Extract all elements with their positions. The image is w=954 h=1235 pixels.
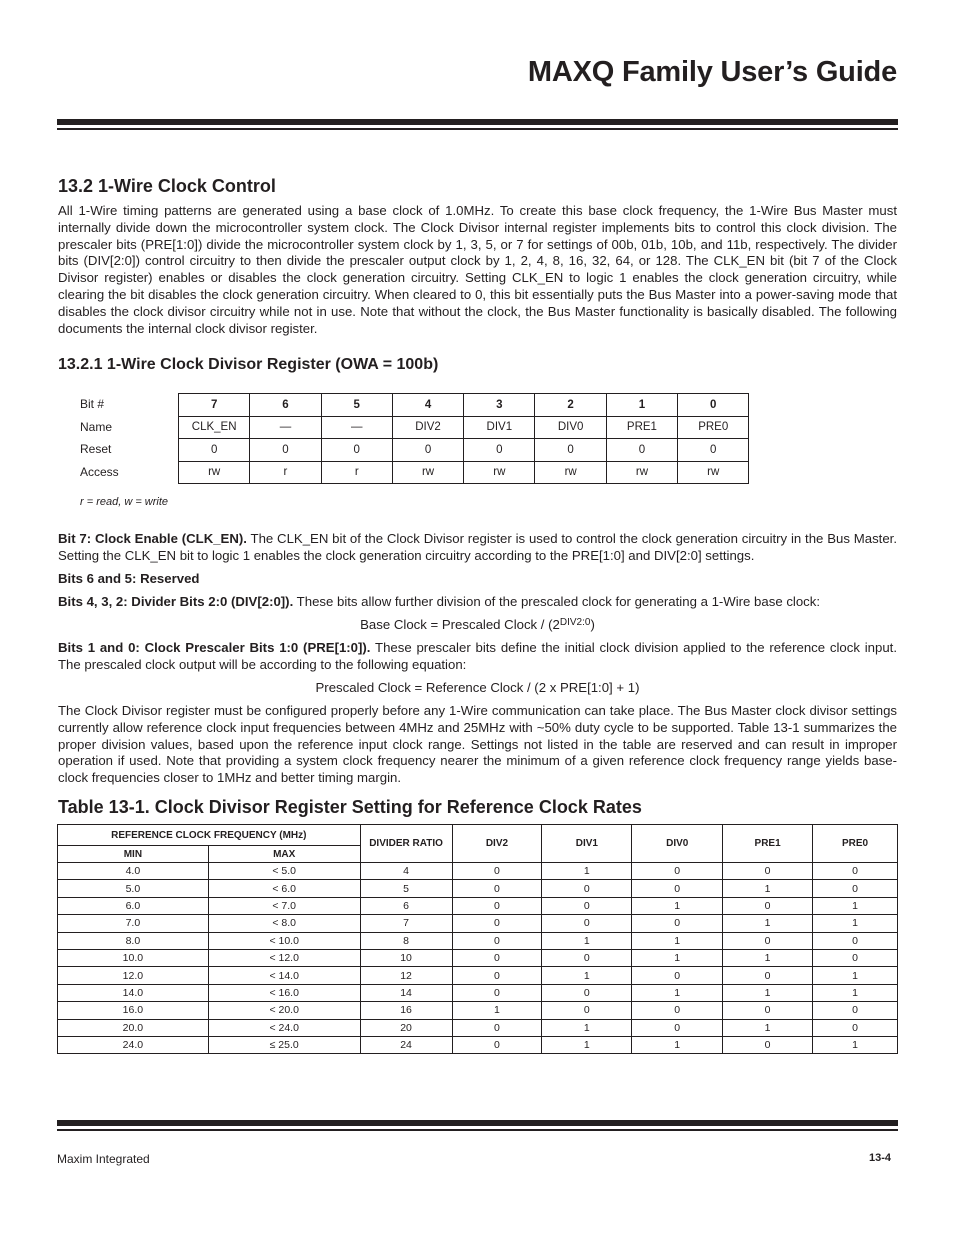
table-row — [58, 880, 898, 897]
section-title: 13.2 1-Wire Clock Control — [58, 176, 276, 196]
name-cell: DIV0 — [535, 416, 606, 439]
table-cell: 1 — [632, 897, 723, 914]
name-cell: CLK_EN — [179, 416, 250, 439]
table-cell: 0 — [813, 863, 898, 880]
row-label-bit: Bit # — [80, 397, 105, 411]
eq1-exponent: DIV2:0 — [559, 617, 591, 628]
reset-cell: 0 — [250, 439, 321, 462]
table-cell: 1 — [632, 984, 723, 1001]
table-row — [58, 863, 898, 880]
bit-cell: 2 — [535, 394, 606, 417]
bit65-description — [58, 571, 897, 588]
subsection-title: 13.2.1 1-Wire Clock Divisor Register (OWA = 100b) — [58, 356, 439, 373]
bit432-text: These bits allow further division of the prescaled clock for generating a 1-Wire base clock: — [293, 594, 821, 609]
table-cell: 1 — [813, 967, 898, 984]
table-cell: 1 — [723, 949, 813, 966]
bit-cell: 1 — [606, 394, 677, 417]
table-cell: < 7.0 — [208, 897, 360, 914]
table-cell: 0 — [632, 915, 723, 932]
reset-cell: 0 — [321, 439, 392, 462]
table-cell: 1 — [813, 915, 898, 932]
table-cell: 0 — [723, 863, 813, 880]
table-cell: 12.0 — [58, 967, 209, 984]
table-cell: 0 — [632, 1002, 723, 1019]
table-row — [58, 1019, 898, 1036]
bit-cell: 5 — [321, 394, 392, 417]
table-row — [58, 897, 898, 914]
row-label-reset: Reset — [80, 442, 112, 456]
header-max: MAX — [208, 846, 360, 863]
prescaled-clock-equation: Prescaled Clock = Reference Clock / (2 x PRE[1:0] + 1) — [315, 680, 640, 695]
table-cell: 1 — [723, 1019, 813, 1036]
reset-cell: 0 — [464, 439, 535, 462]
table-cell: 0 — [542, 984, 632, 1001]
header-divider-ratio: DIVIDER RATIO — [360, 825, 452, 863]
reset-cell: 0 — [179, 439, 250, 462]
table-cell: 1 — [632, 932, 723, 949]
table-cell: 0 — [723, 897, 813, 914]
bit10-text: These prescaler bits define the initial clock division applied to the reference clock input. The prescaled clock output will be according to the following equation: — [58, 640, 897, 672]
table-row — [58, 915, 898, 932]
register-row-labels — [80, 393, 119, 483]
table-cell: 0 — [632, 863, 723, 880]
bit7-text: The CLK_EN bit of the Clock Divisor register is used to control the clock generation circuitry in the Bus Master. Setting the CLK_EN bit to logic 1 enables the clock generation circuitry according to the PRE[1:0] and DIV[2:0] settings. — [58, 531, 897, 563]
table-cell: < 14.0 — [208, 967, 360, 984]
table-cell: 20 — [360, 1019, 452, 1036]
table-cell: 7.0 — [58, 915, 209, 932]
table-cell: 1 — [723, 984, 813, 1001]
table-cell: 16 — [360, 1002, 452, 1019]
table-cell: 0 — [452, 880, 542, 897]
table-cell: 0 — [632, 880, 723, 897]
table-cell: 1 — [452, 1002, 542, 1019]
name-cell: PRE0 — [678, 416, 749, 439]
table-cell: 14 — [360, 984, 452, 1001]
table-cell: 10.0 — [58, 949, 209, 966]
table-row — [58, 949, 898, 966]
table-cell: 0 — [452, 863, 542, 880]
table-cell: 0 — [723, 1036, 813, 1053]
table-cell: < 16.0 — [208, 984, 360, 1001]
register-legend: r = read, w = write — [80, 496, 169, 508]
table-cell: 0 — [542, 1002, 632, 1019]
table-cell: 0 — [542, 949, 632, 966]
table-cell: 0 — [452, 1036, 542, 1053]
reset-cell: 0 — [392, 439, 463, 462]
table-cell: < 10.0 — [208, 932, 360, 949]
table-cell: 6 — [360, 897, 452, 914]
access-cell: r — [250, 461, 321, 484]
table-cell: 4 — [360, 863, 452, 880]
table-cell: 1 — [542, 967, 632, 984]
bit-cell: 6 — [250, 394, 321, 417]
clock-divisor-table — [57, 824, 898, 1054]
footer-rule-thick — [57, 1120, 898, 1126]
table-cell: < 6.0 — [208, 880, 360, 897]
name-cell: — — [250, 416, 321, 439]
name-cell: PRE1 — [606, 416, 677, 439]
bit432-description — [58, 594, 897, 611]
table-row — [58, 967, 898, 984]
table-cell: 0 — [723, 967, 813, 984]
bit7-title: Bit 7: Clock Enable (CLK_EN). — [58, 531, 247, 546]
table-cell: 0 — [723, 1002, 813, 1019]
table-cell: 0 — [542, 880, 632, 897]
base-clock-equation — [58, 617, 897, 632]
register-bit-row — [179, 394, 749, 417]
table-cell: 7 — [360, 915, 452, 932]
name-cell: DIV1 — [464, 416, 535, 439]
table-cell: 20.0 — [58, 1019, 209, 1036]
register-table — [178, 393, 749, 484]
table-cell: 5.0 — [58, 880, 209, 897]
header-min: MIN — [58, 846, 209, 863]
table-cell: 0 — [542, 915, 632, 932]
table-caption: Table 13-1. Clock Divisor Register Setting for Reference Clock Rates — [58, 797, 642, 817]
bit-cell: 7 — [179, 394, 250, 417]
table-row — [58, 932, 898, 949]
footer-rule-thin — [57, 1129, 898, 1131]
table-cell: 1 — [542, 863, 632, 880]
table-cell: 0 — [452, 949, 542, 966]
footer-page-number: 13-4 — [868, 1152, 891, 1164]
table-cell: 0 — [813, 1002, 898, 1019]
table-cell: 0 — [452, 1019, 542, 1036]
header-pre0: PRE0 — [813, 825, 898, 863]
bit-cell: 0 — [678, 394, 749, 417]
table-cell: 0 — [813, 880, 898, 897]
row-label-name: Name — [80, 419, 113, 434]
register-reset-row — [179, 439, 749, 462]
table-cell: 0 — [452, 897, 542, 914]
table-cell: 0 — [723, 932, 813, 949]
bit10-description — [58, 640, 897, 674]
table-cell: 0 — [452, 984, 542, 1001]
table-cell: 1 — [813, 984, 898, 1001]
table-cell: 1 — [813, 897, 898, 914]
table-cell: 5 — [360, 880, 452, 897]
table-cell: 8.0 — [58, 932, 209, 949]
table-cell: 0 — [813, 949, 898, 966]
access-cell: r — [321, 461, 392, 484]
access-cell: rw — [392, 461, 463, 484]
closing-paragraph: The Clock Divisor register must be configured properly before any 1-Wire communication can take place. The Bus Master clock divisor settings currently allow reference clock input frequencies between 4MHz and 25MHz with ~50% duty cycle to be supported. Table 13-1 summarizes the proper division values, based upon the reference input clock range. Settings not listed in the table are reserved and can result in improper operation if used. Note that providing a system clock frequency nearer the minimum of a given reference clock frequency range yields base-clock frequencies closer to 1MHz and better timing margin. — [58, 703, 897, 786]
header-rule-thick — [57, 119, 898, 125]
table-cell: 8 — [360, 932, 452, 949]
footer-company: Maxim Integrated — [57, 1152, 150, 1166]
table-cell: 12 — [360, 967, 452, 984]
table-cell: 0 — [452, 915, 542, 932]
document-title: MAXQ Family User’s Guide — [527, 56, 897, 88]
table-cell: 6.0 — [58, 897, 209, 914]
table-header-row — [58, 825, 898, 846]
table-cell: 24 — [360, 1036, 452, 1053]
table-cell: 0 — [813, 1019, 898, 1036]
bit7-description — [58, 531, 897, 565]
table-cell: 1 — [542, 932, 632, 949]
header-div0: DIV0 — [632, 825, 723, 863]
table-cell: 1 — [723, 880, 813, 897]
bit432-title: Bits 4, 3, 2: Divider Bits 2:0 (DIV[2:0]). — [58, 594, 294, 609]
table-cell: 14.0 — [58, 984, 209, 1001]
header-div1: DIV1 — [542, 825, 632, 863]
access-cell: rw — [179, 461, 250, 484]
table-cell: 1 — [632, 1036, 723, 1053]
header-ref-clock: REFERENCE CLOCK FREQUENCY (MHz) — [58, 825, 361, 846]
table-cell: < 12.0 — [208, 949, 360, 966]
section-intro: All 1-Wire timing patterns are generated using a base clock of 1.0MHz. To create this base clock frequency, the 1-Wire Bus Master must internally divide down the microcontroller system clock. The Clock Divisor internal register implements bits to control this clock division. The prescaler bits (PRE[1:0]) divide the microcontroller system clock by 1, 3, 5, or 7 for settings of 00b, 01b, 10b, and 11b, respectively. The divider bits (DIV[2:0]) control circuitry to then divide the prescaler output clock by 1, 2, 4, 8, 16, 32, 64, or 128. The CLK_EN bit (bit 7 of the Clock Divisor register) enables or disables the clock generation circuitry. Setting CLK_EN to logic 1 enables the clock generation circuitry, while clearing the bit disables the clock generation circuitry. When cleared to 0, this bit essentially puts the Bus Master into a power-saving mode that disables the clock divisor circuitry while not in use. Note that without the clock, the Bus Master functionality is basically disabled. The following documents the internal clock divisor register. — [58, 203, 897, 336]
table-cell: < 24.0 — [208, 1019, 360, 1036]
register-name-row — [179, 416, 749, 439]
bit-cell: 4 — [392, 394, 463, 417]
access-cell: rw — [678, 461, 749, 484]
access-cell: rw — [606, 461, 677, 484]
table-cell: 0 — [542, 897, 632, 914]
table-cell: 1 — [723, 915, 813, 932]
header-rule-thin — [57, 128, 898, 130]
row-label-access: Access — [80, 464, 119, 479]
access-cell: rw — [464, 461, 535, 484]
table-cell: 1 — [542, 1019, 632, 1036]
header-div2: DIV2 — [452, 825, 542, 863]
reset-cell: 0 — [606, 439, 677, 462]
table-body — [58, 863, 898, 1054]
bit10-title: Bits 1 and 0: Clock Prescaler Bits 1:0 (PRE[1:0]). — [58, 640, 371, 655]
table-cell: 0 — [452, 967, 542, 984]
reset-cell: 0 — [535, 439, 606, 462]
table-row — [58, 1002, 898, 1019]
bit65-title: Bits 6 and 5: Reserved — [58, 571, 200, 586]
reset-cell: 0 — [678, 439, 749, 462]
table-cell: 24.0 — [58, 1036, 209, 1053]
table-row — [58, 984, 898, 1001]
access-cell: rw — [535, 461, 606, 484]
table-cell: 0 — [632, 1019, 723, 1036]
table-cell: 1 — [813, 1036, 898, 1053]
table-cell: < 8.0 — [208, 915, 360, 932]
table-cell: ≤ 25.0 — [208, 1036, 360, 1053]
table-cell: 1 — [542, 1036, 632, 1053]
table-cell: 4.0 — [58, 863, 209, 880]
register-access-row — [179, 461, 749, 484]
bit-cell: 3 — [464, 394, 535, 417]
table-cell: 10 — [360, 949, 452, 966]
header-pre1: PRE1 — [723, 825, 813, 863]
name-cell: DIV2 — [392, 416, 463, 439]
table-cell: 0 — [813, 932, 898, 949]
table-cell: < 5.0 — [208, 863, 360, 880]
table-cell: 0 — [632, 967, 723, 984]
table-cell: 0 — [452, 932, 542, 949]
name-cell: — — [321, 416, 392, 439]
table-cell: 1 — [632, 949, 723, 966]
table-cell: < 20.0 — [208, 1002, 360, 1019]
table-cell: 16.0 — [58, 1002, 209, 1019]
eq1-main: Base Clock = Prescaled Clock / (2 — [360, 617, 560, 632]
eq1-close: ) — [590, 617, 595, 632]
table-row — [58, 1036, 898, 1053]
